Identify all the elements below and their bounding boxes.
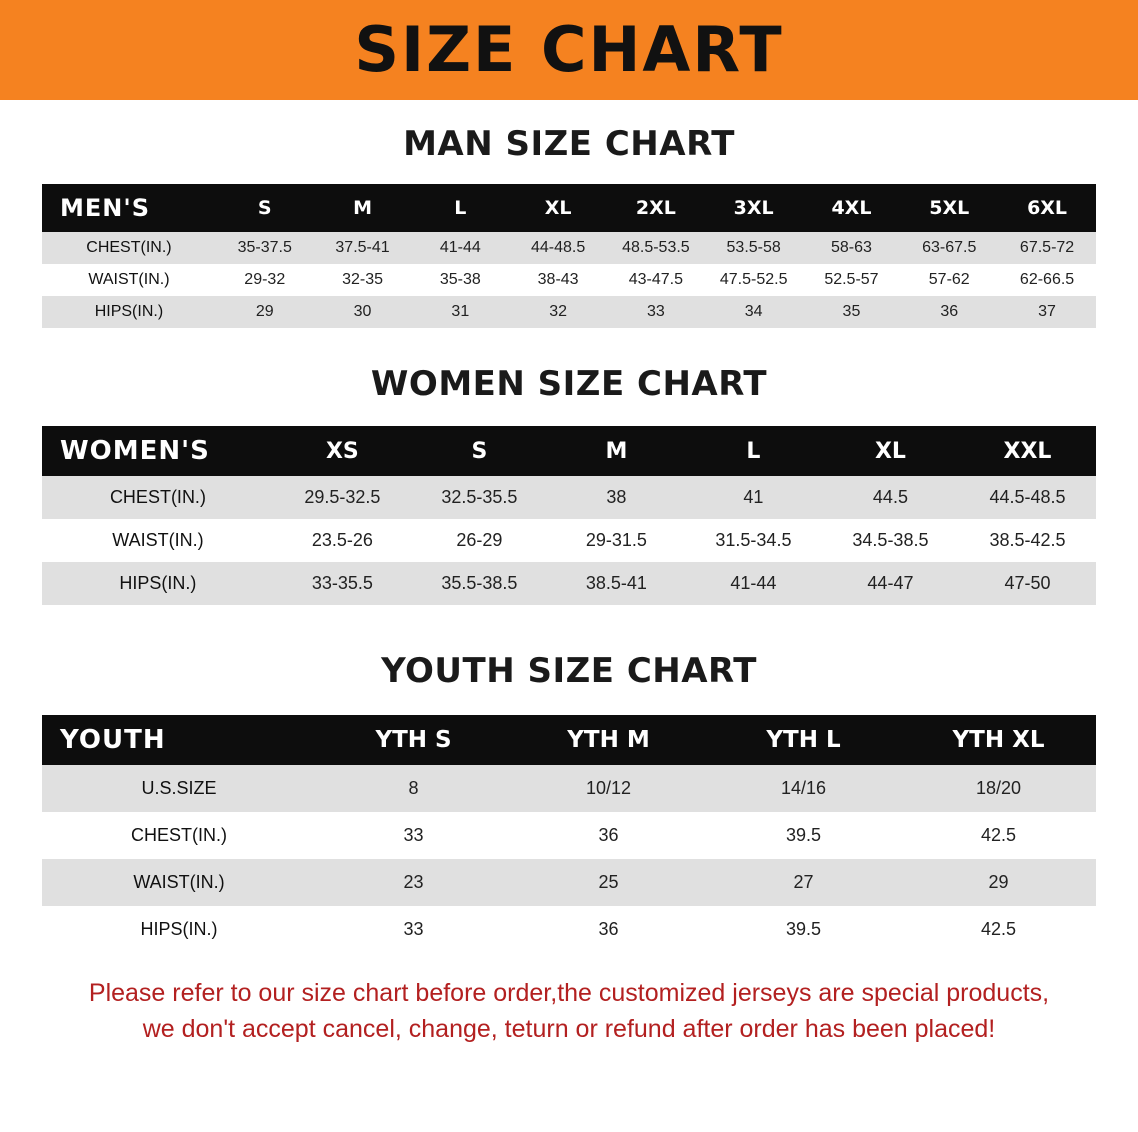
cell: 10/12 bbox=[511, 765, 706, 812]
cell: 42.5 bbox=[901, 812, 1096, 859]
cell: 36 bbox=[511, 812, 706, 859]
cell: 29 bbox=[901, 859, 1096, 906]
cell: 47-50 bbox=[959, 562, 1096, 605]
cell: 58-63 bbox=[803, 232, 901, 264]
table-header-row bbox=[42, 426, 1096, 476]
cell: 29-32 bbox=[216, 264, 314, 296]
man-section-title: MAN SIZE CHART bbox=[403, 124, 735, 164]
column-header: YTH S bbox=[316, 715, 511, 765]
disclaimer-line-2: we don't accept cancel, change, teturn or refund after order has been placed! bbox=[142, 1015, 996, 1044]
row-label: HIPS(IN.) bbox=[42, 906, 316, 953]
cell: 27 bbox=[706, 859, 901, 906]
column-header: 4XL bbox=[803, 184, 901, 232]
row-label: WAIST(IN.) bbox=[42, 264, 216, 296]
table-row bbox=[42, 812, 1096, 859]
man-size-table bbox=[42, 184, 1096, 328]
column-header: 2XL bbox=[607, 184, 705, 232]
table-row bbox=[42, 562, 1096, 605]
page-title: SIZE CHART bbox=[354, 13, 784, 86]
cell: 35-37.5 bbox=[216, 232, 314, 264]
cell: 39.5 bbox=[706, 906, 901, 953]
table-row bbox=[42, 859, 1096, 906]
cell: 37.5-41 bbox=[314, 232, 412, 264]
cell: 23 bbox=[316, 859, 511, 906]
table-row bbox=[42, 765, 1096, 812]
cell: 39.5 bbox=[706, 812, 901, 859]
women-section-title: WOMEN SIZE CHART bbox=[370, 364, 768, 404]
column-header: YTH XL bbox=[901, 715, 1096, 765]
cell: 38.5-42.5 bbox=[959, 519, 1096, 562]
cell: 41-44 bbox=[685, 562, 822, 605]
disclaimer-note bbox=[38, 975, 1100, 1048]
cell: 29-31.5 bbox=[548, 519, 685, 562]
cell: 38 bbox=[548, 476, 685, 519]
cell: 18/20 bbox=[901, 765, 1096, 812]
cell: 35.5-38.5 bbox=[411, 562, 548, 605]
table-header-row bbox=[42, 715, 1096, 765]
youth-table-wrap bbox=[42, 715, 1096, 953]
cell: 32 bbox=[509, 296, 607, 328]
cell: 41-44 bbox=[411, 232, 509, 264]
women-row-header: WOMEN'S bbox=[42, 426, 274, 476]
cell: 43-47.5 bbox=[607, 264, 705, 296]
cell: 63-67.5 bbox=[900, 232, 998, 264]
column-header: XS bbox=[274, 426, 411, 476]
cell: 62-66.5 bbox=[998, 264, 1096, 296]
men-row-header: MEN'S bbox=[42, 184, 216, 232]
row-label: CHEST(IN.) bbox=[42, 232, 216, 264]
cell: 34 bbox=[705, 296, 803, 328]
cell: 32-35 bbox=[314, 264, 412, 296]
cell: 26-29 bbox=[411, 519, 548, 562]
cell: 33-35.5 bbox=[274, 562, 411, 605]
column-header: M bbox=[548, 426, 685, 476]
cell: 8 bbox=[316, 765, 511, 812]
disclaimer-line-1: Please refer to our size chart before order,the customized jerseys are special products, bbox=[88, 979, 1050, 1007]
cell: 33 bbox=[607, 296, 705, 328]
column-header: XL bbox=[822, 426, 959, 476]
cell: 14/16 bbox=[706, 765, 901, 812]
cell: 42.5 bbox=[901, 906, 1096, 953]
column-header: S bbox=[411, 426, 548, 476]
cell: 37 bbox=[998, 296, 1096, 328]
cell: 32.5-35.5 bbox=[411, 476, 548, 519]
cell: 57-62 bbox=[900, 264, 998, 296]
row-label: U.S.SIZE bbox=[42, 765, 316, 812]
table-row bbox=[42, 232, 1096, 264]
cell: 30 bbox=[314, 296, 412, 328]
column-header: M bbox=[314, 184, 412, 232]
column-header: XXL bbox=[959, 426, 1096, 476]
cell: 38.5-41 bbox=[548, 562, 685, 605]
cell: 44.5-48.5 bbox=[959, 476, 1096, 519]
cell: 35-38 bbox=[411, 264, 509, 296]
row-label: WAIST(IN.) bbox=[42, 859, 316, 906]
man-table-wrap bbox=[42, 184, 1096, 328]
cell: 29.5-32.5 bbox=[274, 476, 411, 519]
column-header: YTH M bbox=[511, 715, 706, 765]
women-table-wrap bbox=[42, 426, 1096, 605]
column-header: YTH L bbox=[706, 715, 901, 765]
cell: 33 bbox=[316, 906, 511, 953]
column-header: 5XL bbox=[900, 184, 998, 232]
row-label: CHEST(IN.) bbox=[42, 476, 274, 519]
youth-section-title: YOUTH SIZE CHART bbox=[381, 651, 757, 691]
row-label: HIPS(IN.) bbox=[42, 562, 274, 605]
cell: 29 bbox=[216, 296, 314, 328]
cell: 31.5-34.5 bbox=[685, 519, 822, 562]
table-row bbox=[42, 296, 1096, 328]
cell: 38-43 bbox=[509, 264, 607, 296]
cell: 44-47 bbox=[822, 562, 959, 605]
cell: 25 bbox=[511, 859, 706, 906]
table-row bbox=[42, 476, 1096, 519]
cell: 31 bbox=[411, 296, 509, 328]
cell: 48.5-53.5 bbox=[607, 232, 705, 264]
cell: 44.5 bbox=[822, 476, 959, 519]
cell: 33 bbox=[316, 812, 511, 859]
row-label: WAIST(IN.) bbox=[42, 519, 274, 562]
cell: 53.5-58 bbox=[705, 232, 803, 264]
column-header: S bbox=[216, 184, 314, 232]
cell: 52.5-57 bbox=[803, 264, 901, 296]
column-header: L bbox=[411, 184, 509, 232]
column-header: 3XL bbox=[705, 184, 803, 232]
table-header-row bbox=[42, 184, 1096, 232]
women-size-table bbox=[42, 426, 1096, 605]
column-header: XL bbox=[509, 184, 607, 232]
table-row bbox=[42, 519, 1096, 562]
banner bbox=[0, 0, 1138, 100]
cell: 35 bbox=[803, 296, 901, 328]
cell: 41 bbox=[685, 476, 822, 519]
column-header: 6XL bbox=[998, 184, 1096, 232]
cell: 44-48.5 bbox=[509, 232, 607, 264]
cell: 47.5-52.5 bbox=[705, 264, 803, 296]
table-row bbox=[42, 264, 1096, 296]
cell: 36 bbox=[900, 296, 998, 328]
row-label: HIPS(IN.) bbox=[42, 296, 216, 328]
column-header: L bbox=[685, 426, 822, 476]
cell: 34.5-38.5 bbox=[822, 519, 959, 562]
table-row bbox=[42, 906, 1096, 953]
row-label: CHEST(IN.) bbox=[42, 812, 316, 859]
cell: 36 bbox=[511, 906, 706, 953]
youth-size-table bbox=[42, 715, 1096, 953]
cell: 23.5-26 bbox=[274, 519, 411, 562]
youth-row-header: YOUTH bbox=[42, 715, 316, 765]
cell: 67.5-72 bbox=[998, 232, 1096, 264]
